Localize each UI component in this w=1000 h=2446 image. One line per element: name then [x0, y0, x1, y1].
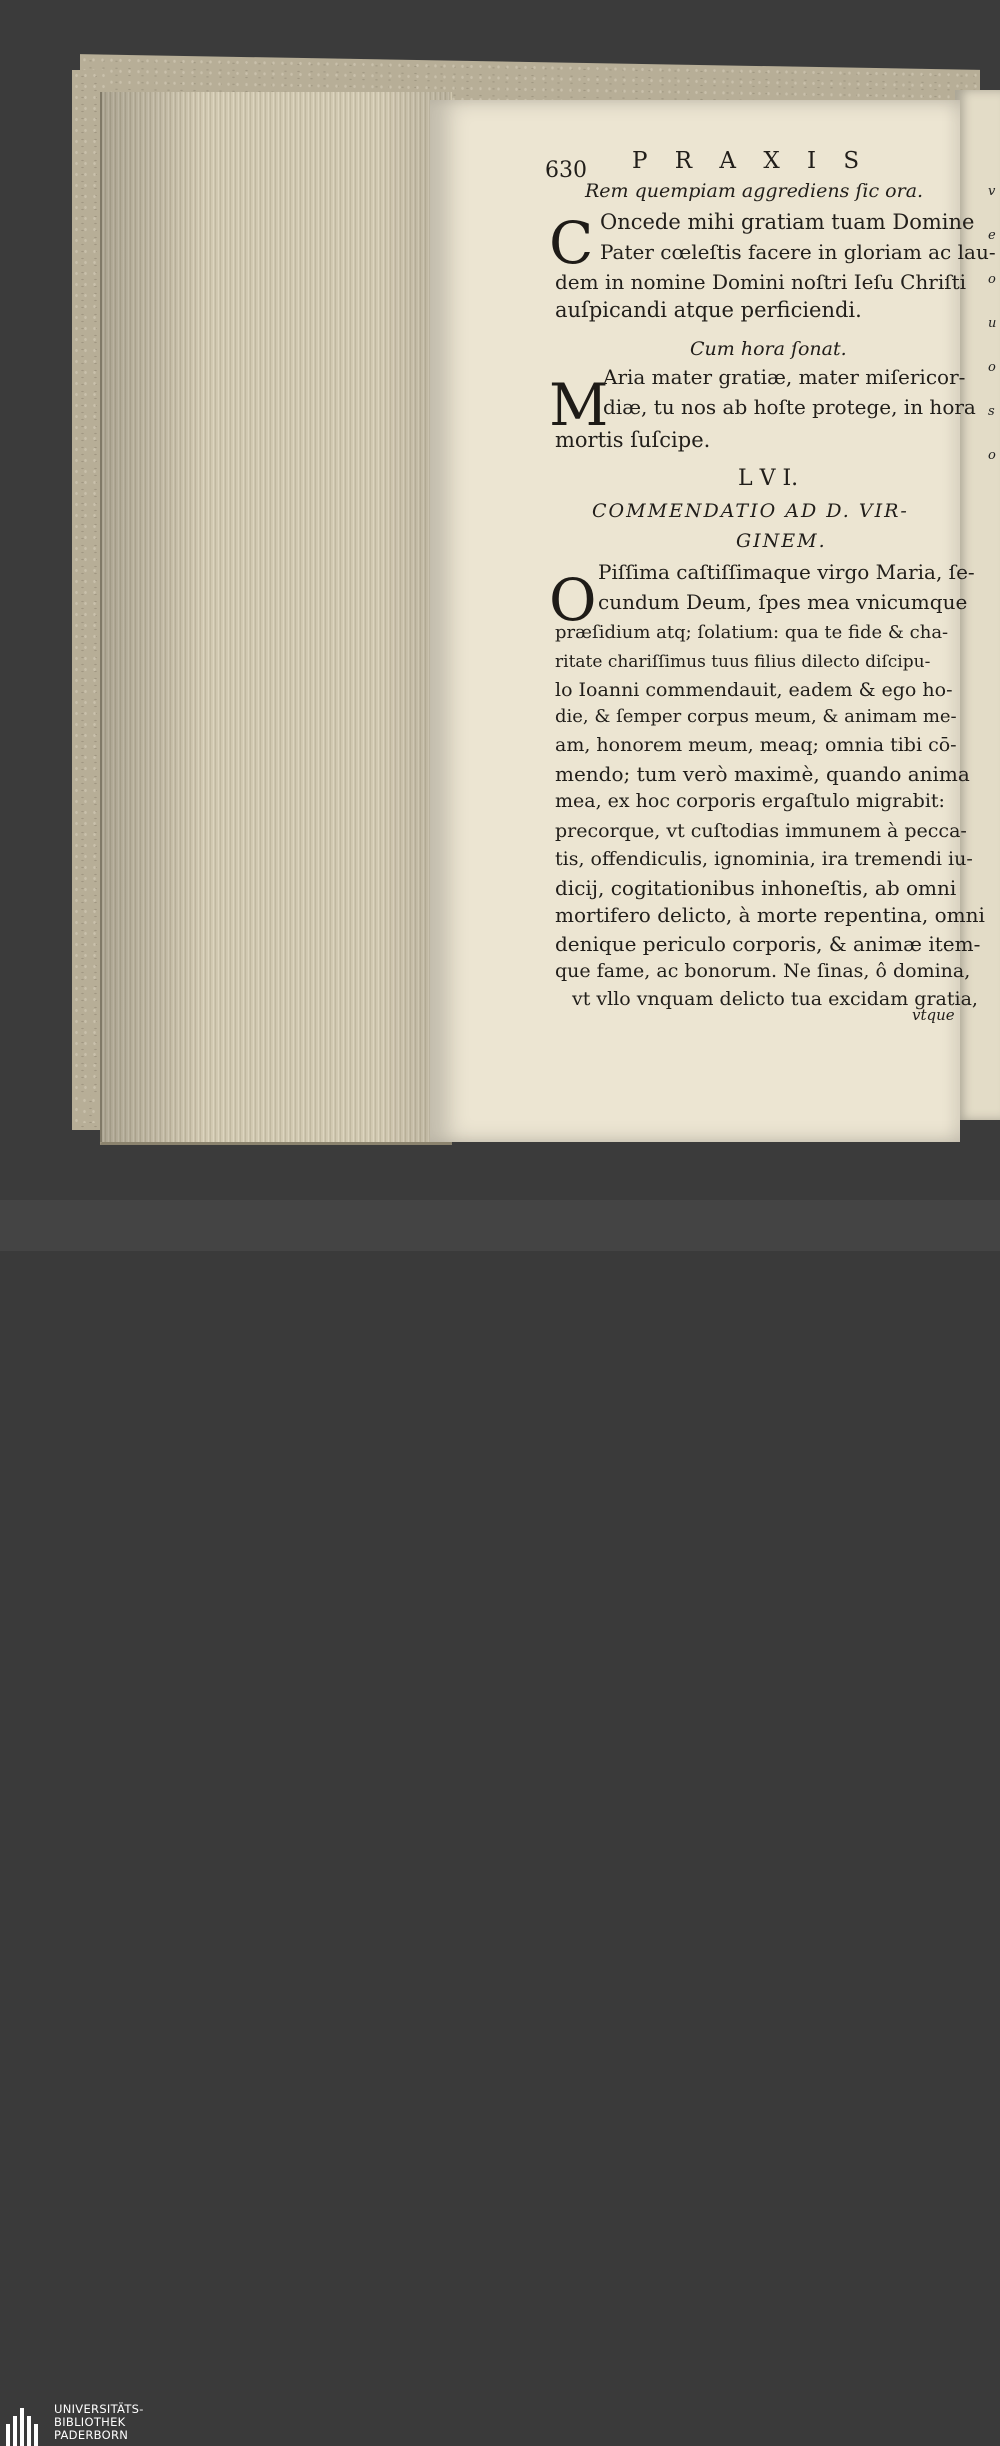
- prayer-1-line: Pater cœleſtis facere in gloriam ac lau-: [600, 240, 996, 264]
- prayer-3-line: tis, offendiculis, ignominia, ira tremendi iu-: [555, 848, 973, 870]
- prayer-2-line: mortis ſuſcipe.: [555, 428, 711, 452]
- library-name-line-3: PADERBORN: [54, 2428, 129, 2442]
- prayer-3-line: die, & ſemper corpus meum, & animam me-: [555, 706, 957, 727]
- page-number: 630: [545, 158, 587, 183]
- prayer-3-line: que fame, ac bonorum. Ne ſinas, ô domina,: [555, 960, 971, 982]
- prayer-3-line: denique periculo corporis, & animæ item-: [555, 932, 981, 956]
- prayer-3-line: mendo; tum verò maximè, quando anima: [555, 762, 970, 786]
- prayer-3-line: precorque, vt cuſtodias immunem à pecca-: [555, 820, 967, 842]
- prayer-3-line: ritate chariſſimus tuus filius dilecto diſcipu-: [555, 652, 931, 672]
- prayer-1-line: auſpicandi atque perficiendi.: [555, 298, 862, 322]
- prayer-2-line: Aria mater gratiæ, mater miſericor-: [603, 365, 966, 389]
- prayer-3-line: am, honorem meum, meaq; omnia tibi cō-: [555, 734, 957, 756]
- prayer-2-line: diæ, tu nos ab hoſte protege, in hora: [603, 395, 976, 419]
- prayer-3-line: Piſſima caſtiſſimaque virgo Maria, ſe-: [598, 560, 975, 584]
- prayer-3-line: præſidium atq; ſolatium: qua te fide & cha-: [555, 622, 949, 643]
- prayer-1-line: dem in nomine Domini noſtri Ieſu Chriſti: [555, 270, 967, 294]
- prayer-1-line: Oncede mihi gratiam tuam Domine: [600, 210, 975, 234]
- prayer-3-line: dicij, cogitationibus inhoneſtis, ab omni: [555, 876, 957, 900]
- prayer-3-line: mea, ex hoc corporis ergaſtulo migrabit:: [555, 790, 945, 812]
- section-number: L V I.: [738, 466, 799, 491]
- running-head: P R A X I S: [632, 148, 870, 174]
- footer-bar: [0, 1200, 1000, 2442]
- facing-page-letters: v e o u o s o: [988, 184, 997, 463]
- rubric-2: Cum hora ſonat.: [690, 338, 847, 360]
- section-title-line-2: GINEM.: [736, 530, 827, 552]
- scan-scene: [0, 0, 1000, 1200]
- initial-c: C: [549, 209, 594, 277]
- catchword: vtque: [912, 1006, 955, 1024]
- initial-o: O: [549, 566, 597, 634]
- library-name-line-1: UNIVERSITÄTS-: [54, 2402, 144, 2416]
- rubric-1: Rem quempiam aggrediens ſic ora.: [585, 180, 924, 202]
- library-name-line-2: BIBLIOTHEK: [54, 2415, 126, 2429]
- initial-m: M: [549, 371, 609, 439]
- library-name: [54, 2403, 144, 2442]
- prayer-3-line: lo Ioanni commendauit, eadem & ego ho-: [555, 679, 953, 701]
- section-title-line-1: COMMENDATIO AD D. VIR-: [592, 500, 909, 522]
- prayer-3-line: vt vllo vnquam delicto tua excidam gratia,: [572, 988, 978, 1010]
- library-logo-icon: [6, 2406, 46, 2446]
- prayer-3-line: cundum Deum, ſpes mea vnicumque: [598, 590, 968, 614]
- prayer-3-line: mortifero delicto, à morte repentina, omni: [555, 903, 985, 927]
